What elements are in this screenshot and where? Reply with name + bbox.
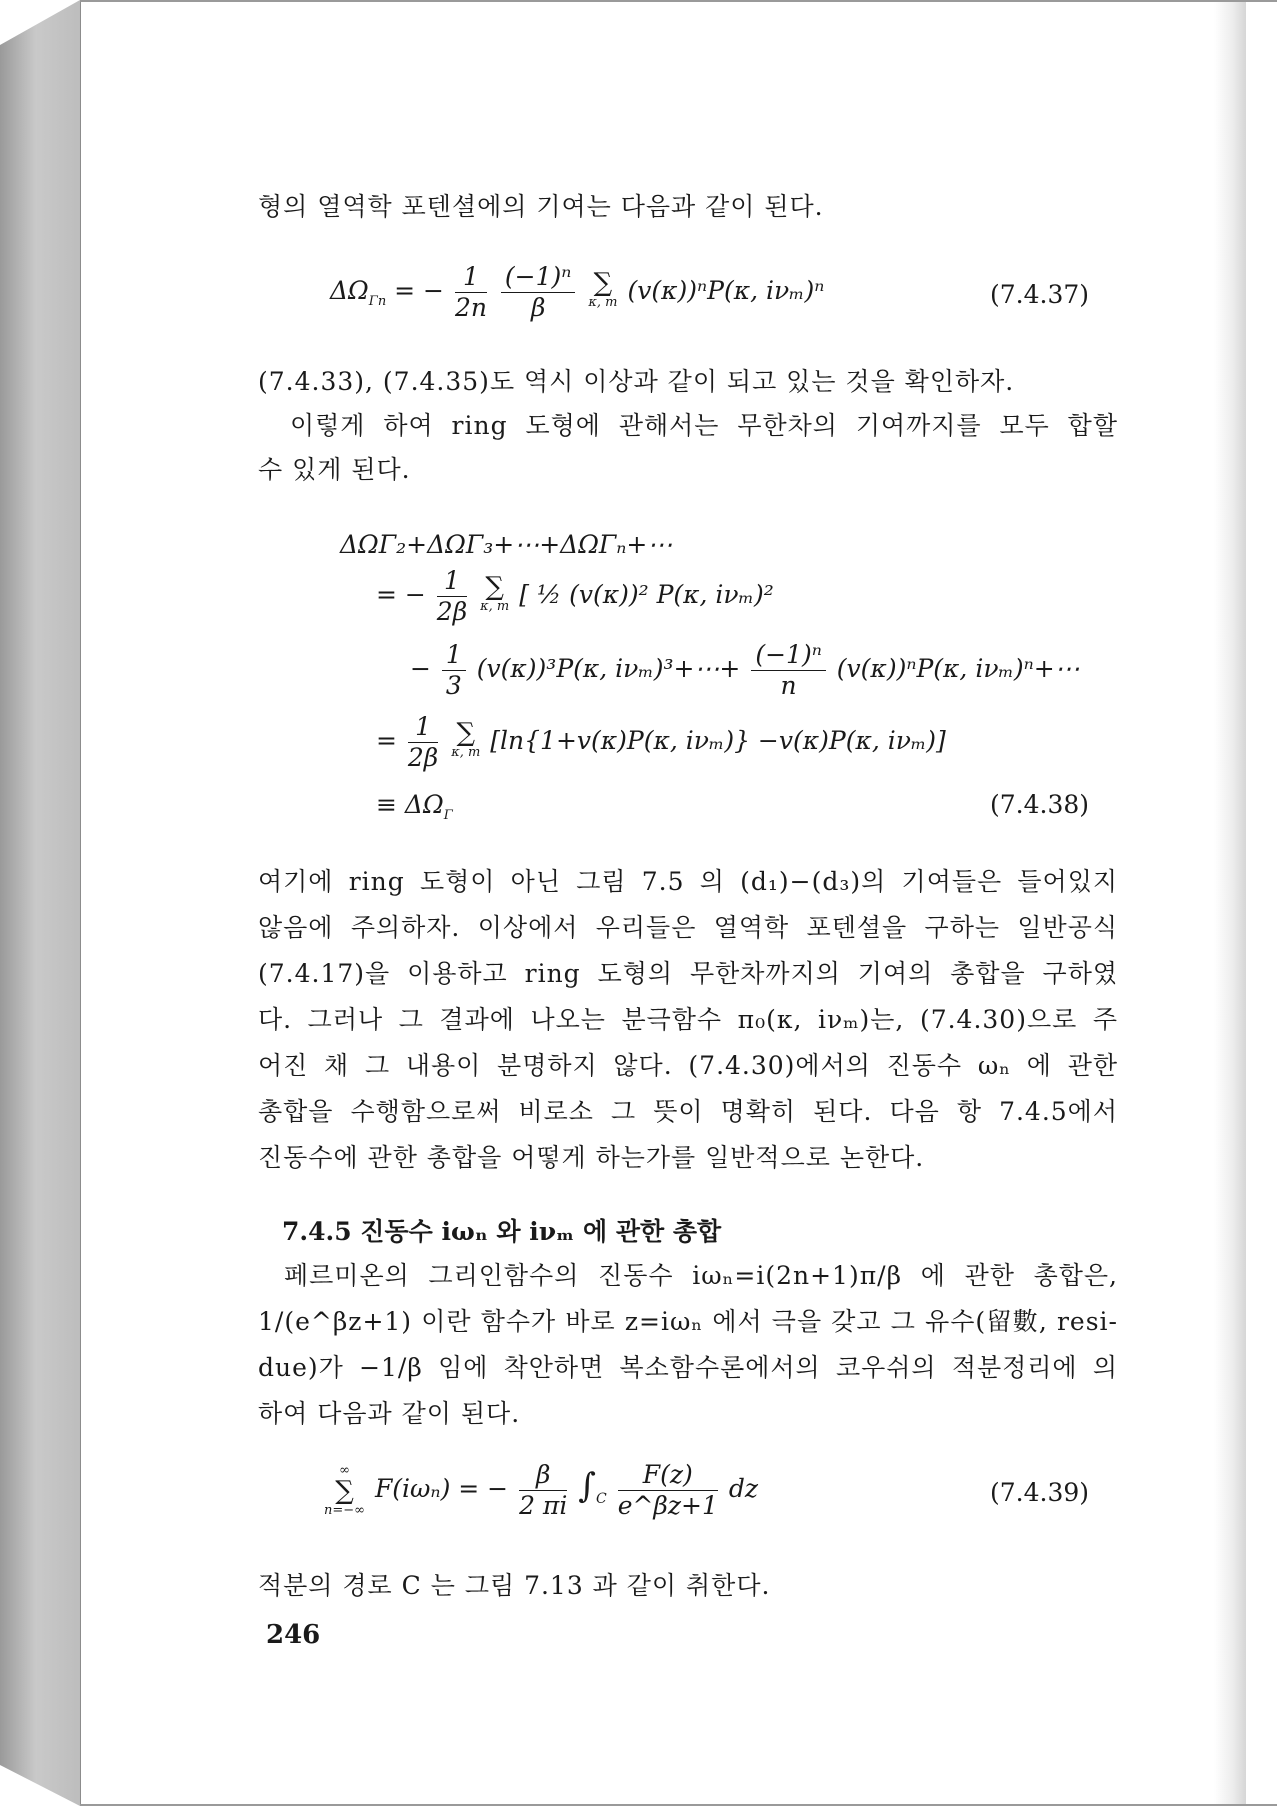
equation-7-4-37 xyxy=(330,262,824,323)
eq37-equals: = − xyxy=(394,276,444,305)
eq39-sum: ∞ ∑ n=−∞ xyxy=(324,1461,365,1521)
paragraph3-line-4: 하여 다음과 같이 된다. xyxy=(258,1399,521,1428)
eq39-frac1-num: β xyxy=(519,1460,567,1491)
closing-line: 적분의 경로 C 는 그림 7.13 과 같이 취한다. xyxy=(258,1571,771,1600)
eq38-line3-start: − xyxy=(410,654,431,683)
eq37-body: (v(κ))ⁿP(κ, iνₘ)ⁿ xyxy=(627,276,825,305)
paragraph2-line-7: 진동수에 관한 총합을 어떻게 하는가를 일반적으로 논한다. xyxy=(258,1143,925,1172)
eq39-frac2 xyxy=(618,1460,718,1521)
eq37-frac2 xyxy=(501,262,576,323)
eq38-line3-frac2-den: n xyxy=(780,671,797,700)
paragraph2-line-1: 여기에 ring 도형이 아닌 그림 7.5 의 (d₁)−(d₃)의 기여들은 들어있지 xyxy=(258,867,1118,896)
eq38-line4 xyxy=(376,712,946,773)
eq37-lhs: ΔΩ xyxy=(330,276,369,305)
eq38-line2-frac-den: 2β xyxy=(436,597,468,626)
eq38-line1: ΔΩΓ₂+ΔΩΓ₃+⋯+ΔΩΓₙ+⋯ xyxy=(340,530,673,559)
eq38-line4-frac-num: 1 xyxy=(408,712,438,743)
eq38-line5-text: ≡ ΔΩ xyxy=(376,790,444,819)
eq39-number: (7.4.39) xyxy=(990,1478,1090,1507)
eq39-lhs: F(iωₙ) = − xyxy=(374,1474,509,1503)
paragraph3-line-1: 페르미온의 그리인함수의 진동수 iωₙ=i(2n+1)π/β 에 관한 총합은, xyxy=(284,1261,1118,1290)
eq39-tail: dz xyxy=(728,1474,759,1503)
ring-line-2: 수 있게 된다. xyxy=(258,455,411,484)
eq38-line2 xyxy=(376,566,774,627)
eq38-line3-body: (v(κ))³P(κ, iνₘ)³+⋯+ xyxy=(476,654,741,683)
eq38-line3-frac-num: 1 xyxy=(442,640,466,671)
ring-line-1: 이렇게 하여 ring 도형에 관해서는 무한차의 기여까지를 모두 합할 xyxy=(290,411,1118,440)
eq38-line4-frac-den: 2β xyxy=(407,743,439,772)
eq38-line2-frac-num: 1 xyxy=(437,566,467,597)
eq38-line2-sum: ∑ κ, m xyxy=(480,577,509,617)
confirm-line: (7.4.33), (7.4.35)도 역시 이상과 같이 되고 있는 것을 확인하자. xyxy=(258,367,1015,396)
page-number: 246 xyxy=(266,1620,321,1650)
eq39-frac2-den: e^βz+1 xyxy=(617,1491,718,1520)
eq38-line3-frac-den: 3 xyxy=(445,671,462,700)
intro-line: 형의 열역학 포텐셜에의 기여는 다음과 같이 된다. xyxy=(258,192,824,221)
eq37-frac2-num: (−1)ⁿ xyxy=(501,262,576,293)
eq39-int-sub: C xyxy=(596,1491,607,1507)
eq37-number: (7.4.37) xyxy=(990,280,1090,309)
eq38-line4-sum-sub: κ, m xyxy=(451,744,481,760)
eq37-sum-sub: κ, m xyxy=(588,294,618,310)
paragraph3-line-3: due)가 −1/β 임에 착안하면 복소함수론에서의 코우쉬의 적분정리에 의 xyxy=(258,1353,1118,1382)
eq37-sum: ∑ κ, m xyxy=(588,273,617,313)
eq38-line2-frac xyxy=(437,566,467,627)
eq38-line3 xyxy=(410,640,1080,701)
eq38-line3-body2: (v(κ))ⁿP(κ, iνₘ)ⁿ+⋯ xyxy=(836,654,1080,683)
paragraph2-line-3: (7.4.17)을 이용하고 ring 도형의 무한차까지의 기여의 총합을 구하였 xyxy=(258,959,1118,988)
eq37-frac2-den: β xyxy=(530,293,546,322)
eq38-line5 xyxy=(376,790,453,823)
eq38-line4-start: = xyxy=(376,726,397,755)
page-edge-shadow xyxy=(1214,0,1246,1806)
paragraph2-line-5: 어진 채 그 내용이 분명하지 않다. (7.4.30)에서의 진동수 ωₙ 에 관한 xyxy=(258,1051,1118,1080)
eq39-frac1 xyxy=(519,1460,567,1521)
equation-7-4-39 xyxy=(322,1460,758,1521)
eq38-line2-sum-sub: κ, m xyxy=(480,598,510,614)
section-heading: 7.4.5 진동수 iωₙ 와 iνₘ 에 관한 총합 xyxy=(282,1217,722,1246)
eq38-line4-body: [ln{1+v(κ)P(κ, iνₘ)} −v(κ)P(κ, iνₘ)] xyxy=(490,726,946,755)
paragraph2-line-2: 않음에 주의하자. 이상에서 우리들은 열역학 포텐셜을 구하는 일반공식 xyxy=(258,913,1118,942)
eq38-line2-start: = − xyxy=(376,580,426,609)
eq38-line4-frac xyxy=(408,712,438,773)
eq39-sum-top: ∞ xyxy=(339,1462,350,1478)
eq39-frac2-num: F(z) xyxy=(618,1460,718,1491)
eq37-frac1 xyxy=(455,262,487,323)
eq39-sum-sub: n=−∞ xyxy=(324,1502,365,1518)
frame-top xyxy=(80,0,1277,2)
eq38-line5-sub: Γ xyxy=(443,808,453,823)
paragraph3-line-2: 1/(e^βz+1) 이란 함수가 바로 z=iωₙ 에서 극을 갖고 그 유수(留數, resi- xyxy=(258,1307,1118,1336)
eq39-frac1-den: 2 πi xyxy=(519,1491,568,1520)
eq38-line2-body: [ ½ (v(κ))² P(κ, iνₘ)² xyxy=(519,580,774,609)
eq39-integral: ∫ xyxy=(578,1466,597,1506)
eq38-number: (7.4.38) xyxy=(990,790,1090,819)
eq38-line4-sum: ∑ κ, m xyxy=(451,723,480,763)
eq37-lhs-sub: Γn xyxy=(368,294,387,309)
eq37-frac1-den: 2n xyxy=(454,293,487,322)
eq38-line3-frac xyxy=(442,640,466,701)
book-spine xyxy=(0,0,80,1806)
eq38-line3-frac2 xyxy=(751,640,826,701)
eq38-line3-frac2-num: (−1)ⁿ xyxy=(751,640,826,671)
eq37-frac1-num: 1 xyxy=(455,262,487,293)
paragraph2-line-6: 총합을 수행함으로써 비로소 그 뜻이 명확히 된다. 다음 항 7.4.5에서 xyxy=(258,1097,1118,1126)
paragraph2-line-4: 다. 그러나 그 결과에 나오는 분극함수 π₀(κ, iνₘ)는, (7.4.30)으로 주 xyxy=(258,1005,1118,1034)
